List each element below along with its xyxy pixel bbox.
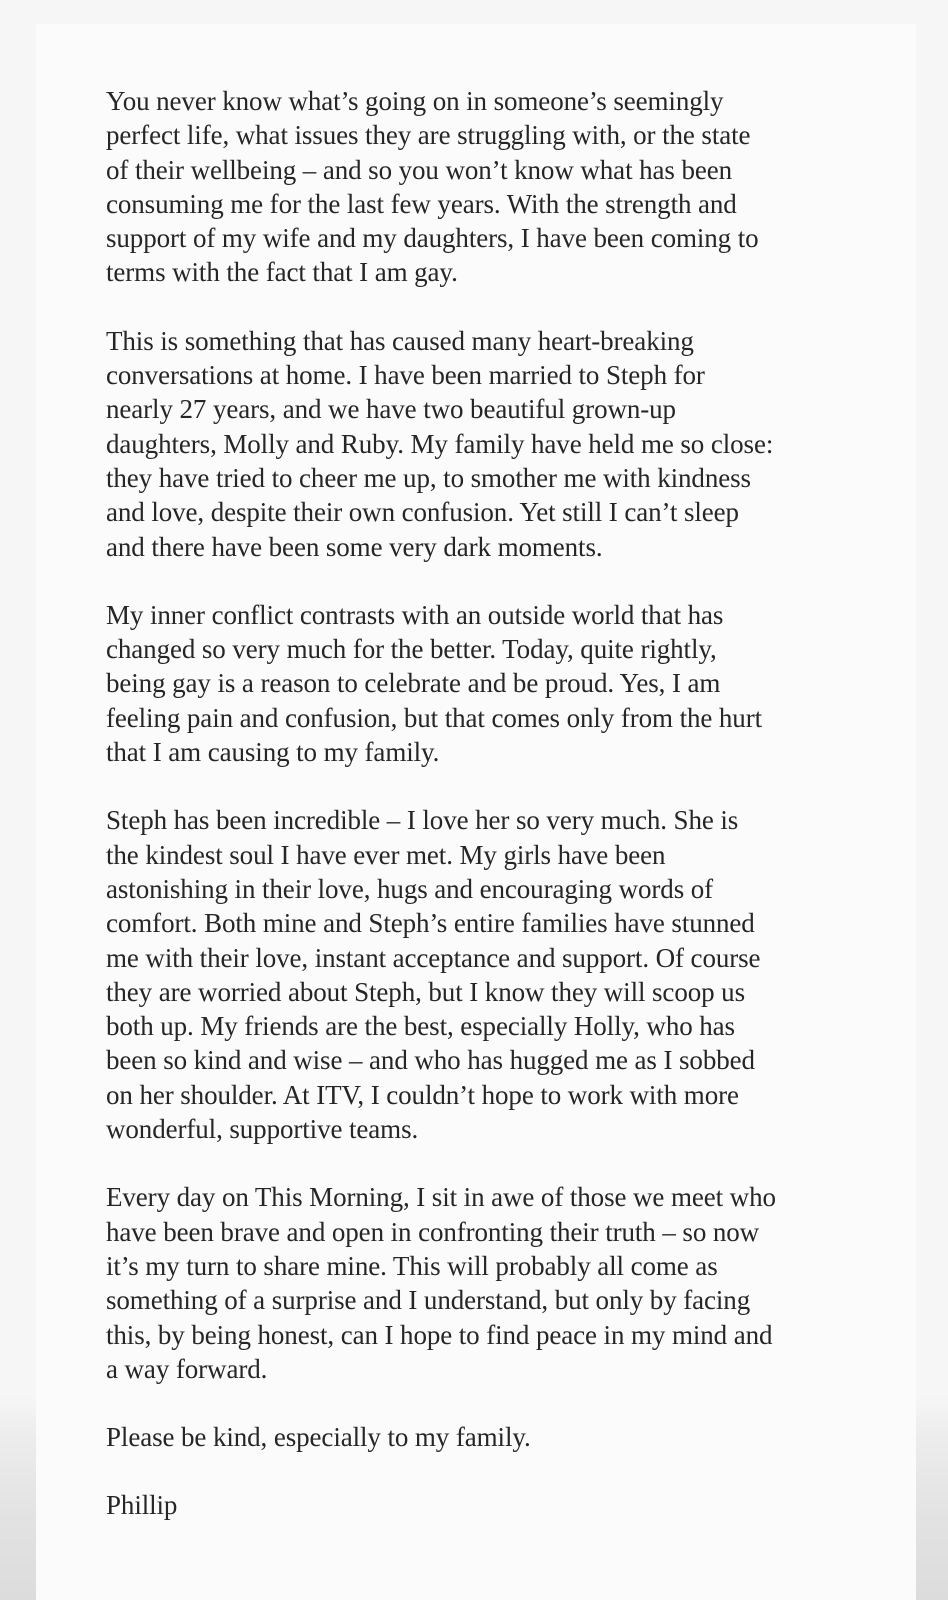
text-line: the kindest soul I have ever met. My girls have been xyxy=(106,839,666,870)
text-line: changed so very much for the better. Today, quite rightly, xyxy=(106,634,717,665)
paragraph xyxy=(106,84,846,290)
text-line: this, by being honest, can I hope to find peace in my mind and xyxy=(106,1319,773,1350)
text-line: they are worried about Steph, but I know they will scoop us xyxy=(106,976,745,1007)
paragraph xyxy=(106,1180,846,1386)
text-line: My inner conflict contrasts with an outside world that has xyxy=(106,599,724,630)
text-line: both up. My friends are the best, especially Holly, who has xyxy=(106,1011,735,1042)
text-line: and love, despite their own confusion. Yet still I can’t sleep xyxy=(106,497,739,528)
text-line: perfect life, what issues they are struggling with, or the state xyxy=(106,120,751,151)
text-line: Please be kind, especially to my family. xyxy=(106,1422,531,1453)
text-line: of their wellbeing – and so you won’t know what has been xyxy=(106,154,733,185)
text-line: have been brave and open in confronting their truth – so now xyxy=(106,1216,760,1247)
text-line: something of a surprise and I understand, but only by facing xyxy=(106,1285,751,1316)
text-line: been so kind and wise – and who has hugged me as I sobbed xyxy=(106,1045,755,1076)
text-line: Steph has been incredible – I love her so very much. She is xyxy=(106,805,739,836)
text-line: terms with the fact that I am gay. xyxy=(106,257,458,288)
text-line: You never know what’s going on in someone’s seemingly xyxy=(106,86,724,116)
text-line: wonderful, supportive teams. xyxy=(106,1114,419,1145)
text-line: This is something that has caused many heart-breaking xyxy=(106,325,694,356)
paragraph xyxy=(106,598,846,769)
text-line: support of my wife and my daughters, I have been coming to xyxy=(106,223,759,254)
text-line: Every day on This Morning, I sit in awe of those we meet who xyxy=(106,1182,776,1213)
letter-body xyxy=(106,84,846,1523)
text-line: comfort. Both mine and Steph’s entire families have stunned xyxy=(106,908,755,939)
paragraph xyxy=(106,1420,846,1454)
text-line: daughters, Molly and Ruby. My family have held me so close: xyxy=(106,428,774,459)
text-line: nearly 27 years, and we have two beautiful grown-up xyxy=(106,394,676,425)
text-line: feeling pain and confusion, but that comes only from the hurt xyxy=(106,702,762,733)
paragraph xyxy=(106,803,846,1146)
signature-block xyxy=(106,1488,846,1522)
text-line: they have tried to cheer me up, to smother me with kindness xyxy=(106,462,751,493)
text-line: consuming me for the last few years. With the strength and xyxy=(106,188,737,219)
text-line: a way forward. xyxy=(106,1353,268,1384)
text-line: astonishing in their love, hugs and encouraging words of xyxy=(106,873,714,904)
text-line: being gay is a reason to celebrate and be proud. Yes, I am xyxy=(106,668,721,699)
paragraph xyxy=(106,324,846,564)
text-line: it’s my turn to share mine. This will probably all come as xyxy=(106,1250,718,1281)
text-line: conversations at home. I have been married to Steph for xyxy=(106,360,705,391)
signature: Phillip xyxy=(106,1490,178,1521)
text-line: and there have been some very dark moments. xyxy=(106,531,603,562)
text-line: that I am causing to my family. xyxy=(106,737,440,768)
text-line: me with their love, instant acceptance and support. Of course xyxy=(106,942,761,973)
text-line: on her shoulder. At ITV, I couldn’t hope to work with more xyxy=(106,1079,739,1110)
